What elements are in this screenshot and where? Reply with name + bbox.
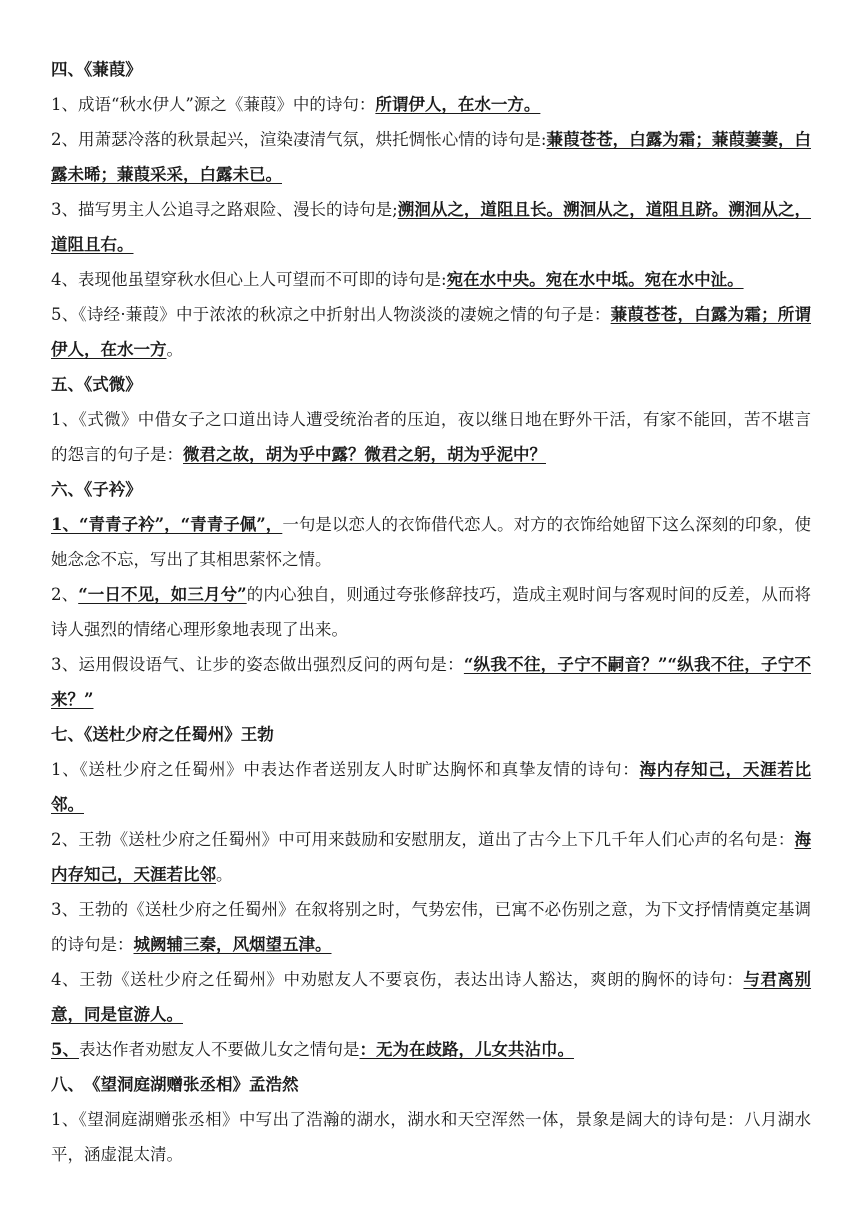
question-item: 2、王勃《送杜少府之任蜀州》中可用来鼓励和安慰朋友，道出了古今上下几千年人们心声的名句是：海内存知己，天涯若比邻。 [51,830,811,884]
answer-text: 蒹葭苍苍，白露为霜；蒹葭萋萋，白露未晞；蒹葭采采，白露未已。 [51,130,811,184]
question-item: 1、《望洞庭湖赠张丞相》中写出了浩瀚的湖水，湖水和天空浑然一体，景象是阔大的诗句是：八月湖水平，涵虚混太清。 [51,1110,811,1164]
section-heading: 八、 《望洞庭湖赠张丞相》孟浩然 [51,1075,299,1094]
answer-text: 微君之故，胡为乎中露？微君之躬，胡为乎泥中？ [183,445,546,464]
question-item: 4、王勃《送杜少府之任蜀州》中劝慰友人不要哀伤，表达出诗人豁达，爽朗的胸怀的诗句：与君离别意，同是宦游人。 [51,970,812,1024]
answer-text: 蒹葭苍苍，白露为霜；所谓伊人，在水一方 [51,305,812,359]
section-heading: 四、《蒹葭》 [51,60,142,79]
question-item: 1、《式微》中借女子之口道出诗人遭受统治者的压迫，夜以继日地在野外干活，有家不能回，苦不堪言的怨言的句子是：微君之故，胡为乎中露？微君之躬，胡为乎泥中？ [51,410,811,464]
answer-text: 所谓伊人，在水一方。 [375,95,541,114]
question-item: 5、表达作者劝慰友人不要做儿女之情句是：无为在歧路，儿女共沾巾。 [51,1040,574,1059]
answer-text: 1、“青青子衿”，“青青子佩”， [51,515,283,534]
question-item: 5、《诗经·蒹葭》中于浓浓的秋凉之中折射出人物淡淡的凄婉之情的句子是：蒹葭苍苍，白露为霜；所谓伊人，在水一方。 [51,305,812,359]
section-heading: 六、《子衿》 [51,480,142,499]
section-heading: 五、《式微》 [51,375,142,394]
answer-text: 宛在水中央。宛在水中坻。宛在水中沚。 [446,270,744,289]
question-item: 3、描写男主人公追寻之路艰险、漫长的诗句是;溯洄从之，道阻且长。溯洄从之，道阻且跻。溯洄从之，道阻且右。 [51,200,811,254]
answer-text: 城阙辅三秦，风烟望五津。 [133,935,332,954]
question-item: 2、用萧瑟冷落的秋景起兴，渲染凄清气氛，烘托惆怅心情的诗句是:蒹葭苍苍，白露为霜；蒹葭萋萋，白露未晞；蒹葭采采，白露未已。 [51,130,811,184]
answer-text: 溯洄从之，道阻且长。溯洄从之，道阻且跻。溯洄从之，道阻且右。 [51,200,811,254]
answer-text: 海内存知己，天涯若比邻 [51,830,811,884]
answer-text: 与君离别意，同是宦游人。 [51,970,812,1024]
question-item: 1、“青青子衿”，“青青子佩”，一句是以恋人的衣饰借代恋人。对方的衣饰给她留下这么深刻的印象，使她念念不忘，写出了其相思萦怀之情。 [51,515,812,569]
answer-text: “一日不见，如三月兮” [78,585,247,604]
question-item: 1、《送杜少府之任蜀州》中表达作者送别友人时旷达胸怀和真挚友情的诗句：海内存知己，天涯若比邻。 [51,760,812,814]
answer-text: 5、 [51,1040,79,1059]
answer-text: 海内存知己，天涯若比邻。 [51,760,812,814]
question-item: 3、王勃的《送杜少府之任蜀州》在叙将别之时，气势宏伟，已寓不必伤别之意，为下文抒情情奠定基调的诗句是：城阙辅三秦，风烟望五津。 [51,900,811,954]
section-heading: 七、《送杜少府之任蜀州》王勃 [51,725,274,744]
question-item: 2、“一日不见，如三月兮”的内心独自，则通过夸张修辞技巧，造成主观时间与客观时间的反差，从而将诗人强烈的情绪心理形象地表现了出来。 [51,585,812,639]
answer-text: “纵我不往，子宁不嗣音？”“纵我不往，子宁不来？” [51,655,811,709]
question-item: 3、运用假设语气、让步的姿态做出强烈反问的两句是：“纵我不往，子宁不嗣音？”“纵我不往，子宁不来？” [51,655,811,709]
answer-text: ：无为在歧路，儿女共沾巾。 [359,1040,574,1059]
question-item: 4、表现他虽望穿秋水但心上人可望而不可即的诗句是:宛在水中央。宛在水中坻。宛在水中沚。 [51,270,744,289]
question-item: 1、成语“秋水伊人”源之《蒹葭》中的诗句：所谓伊人，在水一方。 [51,95,541,114]
document-page [51,52,811,1172]
